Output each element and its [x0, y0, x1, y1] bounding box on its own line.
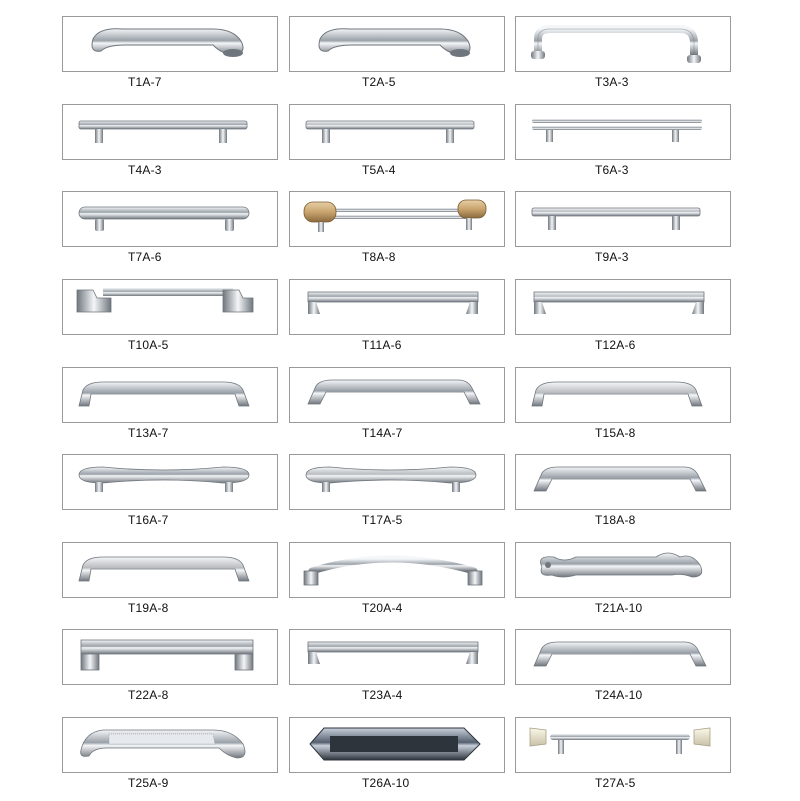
product-card[interactable]	[515, 542, 731, 626]
product-card[interactable]	[62, 629, 278, 713]
handle-illustration	[516, 630, 730, 684]
product-card[interactable]	[289, 454, 505, 538]
product-card[interactable]	[289, 717, 505, 801]
product-image[interactable]	[515, 717, 731, 773]
handle-illustration	[290, 105, 504, 159]
product-image[interactable]	[62, 16, 278, 72]
handle-illustration	[290, 455, 504, 509]
handle-illustration	[516, 718, 730, 772]
product-code-label: T22A-8	[128, 688, 169, 702]
product-code-label: T17A-5	[362, 513, 403, 527]
product-code-label: T21A-10	[595, 601, 643, 615]
product-image[interactable]	[289, 629, 505, 685]
handle-illustration	[63, 718, 277, 772]
product-card[interactable]	[289, 16, 505, 100]
handle-illustration	[290, 368, 504, 422]
product-code-label: T15A-8	[595, 426, 636, 440]
handle-illustration	[63, 455, 277, 509]
product-code-label: T9A-3	[595, 250, 629, 264]
product-card[interactable]	[62, 16, 278, 100]
handle-illustration	[63, 105, 277, 159]
handle-illustration	[516, 17, 730, 71]
handle-illustration	[516, 455, 730, 509]
product-image[interactable]	[515, 542, 731, 598]
product-image[interactable]	[289, 16, 505, 72]
handle-illustration	[290, 192, 504, 246]
handle-illustration	[516, 543, 730, 597]
product-code-label: T25A-9	[128, 776, 169, 790]
product-card[interactable]	[62, 104, 278, 188]
product-code-label: T12A-6	[595, 338, 636, 352]
product-code-label: T27A-5	[595, 776, 636, 790]
product-card[interactable]	[289, 191, 505, 275]
product-card[interactable]	[515, 629, 731, 713]
product-card[interactable]	[515, 104, 731, 188]
product-card[interactable]	[515, 279, 731, 363]
product-image[interactable]	[515, 16, 731, 72]
product-image[interactable]	[289, 279, 505, 335]
product-card[interactable]	[62, 542, 278, 626]
product-card[interactable]	[62, 191, 278, 275]
handle-illustration	[290, 17, 504, 71]
handle-illustration	[290, 718, 504, 772]
product-image[interactable]	[62, 104, 278, 160]
product-image[interactable]	[515, 191, 731, 247]
product-card[interactable]	[515, 367, 731, 451]
handle-illustration	[516, 368, 730, 422]
handle-illustration	[63, 630, 277, 684]
product-image[interactable]	[289, 542, 505, 598]
product-card[interactable]	[289, 104, 505, 188]
product-image[interactable]	[62, 367, 278, 423]
product-card[interactable]	[515, 454, 731, 538]
product-code-label: T14A-7	[362, 426, 403, 440]
product-code-label: T18A-8	[595, 513, 636, 527]
product-card[interactable]	[62, 367, 278, 451]
handle-illustration	[63, 368, 277, 422]
product-image[interactable]	[289, 717, 505, 773]
handle-illustration	[63, 17, 277, 71]
product-image[interactable]	[289, 104, 505, 160]
product-code-label: T4A-3	[128, 163, 162, 177]
product-image[interactable]	[289, 191, 505, 247]
product-card[interactable]	[515, 16, 731, 100]
product-card[interactable]	[289, 629, 505, 713]
product-code-label: T23A-4	[362, 688, 403, 702]
product-card[interactable]	[289, 542, 505, 626]
product-image[interactable]	[289, 454, 505, 510]
product-card[interactable]	[62, 454, 278, 538]
handle-illustration	[63, 543, 277, 597]
product-image[interactable]	[62, 542, 278, 598]
product-code-label: T26A-10	[362, 776, 410, 790]
product-image[interactable]	[515, 629, 731, 685]
handle-illustration	[63, 280, 277, 334]
product-code-label: T10A-5	[128, 338, 169, 352]
product-card[interactable]	[515, 191, 731, 275]
handle-illustration	[290, 543, 504, 597]
product-card[interactable]	[515, 717, 731, 801]
product-code-label: T5A-4	[362, 163, 396, 177]
product-code-label: T3A-3	[595, 75, 629, 89]
product-code-label: T13A-7	[128, 426, 169, 440]
product-image[interactable]	[289, 367, 505, 423]
product-code-label: T11A-6	[362, 338, 402, 352]
product-image[interactable]	[62, 279, 278, 335]
product-image[interactable]	[62, 717, 278, 773]
product-code-label: T6A-3	[595, 163, 629, 177]
product-card[interactable]	[62, 279, 278, 363]
handle-illustration	[516, 105, 730, 159]
product-code-label: T20A-4	[362, 601, 403, 615]
product-code-label: T19A-8	[128, 601, 169, 615]
product-image[interactable]	[62, 629, 278, 685]
product-code-label: T8A-8	[362, 250, 396, 264]
handle-illustration	[516, 192, 730, 246]
product-image[interactable]	[515, 367, 731, 423]
product-card[interactable]	[289, 367, 505, 451]
product-code-label: T16A-7	[128, 513, 169, 527]
product-image[interactable]	[62, 454, 278, 510]
product-image[interactable]	[515, 454, 731, 510]
product-code-label: T2A-5	[362, 75, 396, 89]
handle-illustration	[290, 630, 504, 684]
product-code-label: T7A-6	[128, 250, 162, 264]
product-image[interactable]	[62, 191, 278, 247]
product-code-label: T24A-10	[595, 688, 643, 702]
handle-illustration	[290, 280, 504, 334]
handle-illustration	[516, 280, 730, 334]
product-card[interactable]	[62, 717, 278, 801]
product-card[interactable]	[289, 279, 505, 363]
product-image[interactable]	[515, 279, 731, 335]
product-code-label: T1A-7	[128, 75, 162, 89]
product-image[interactable]	[515, 104, 731, 160]
handle-illustration	[63, 192, 277, 246]
